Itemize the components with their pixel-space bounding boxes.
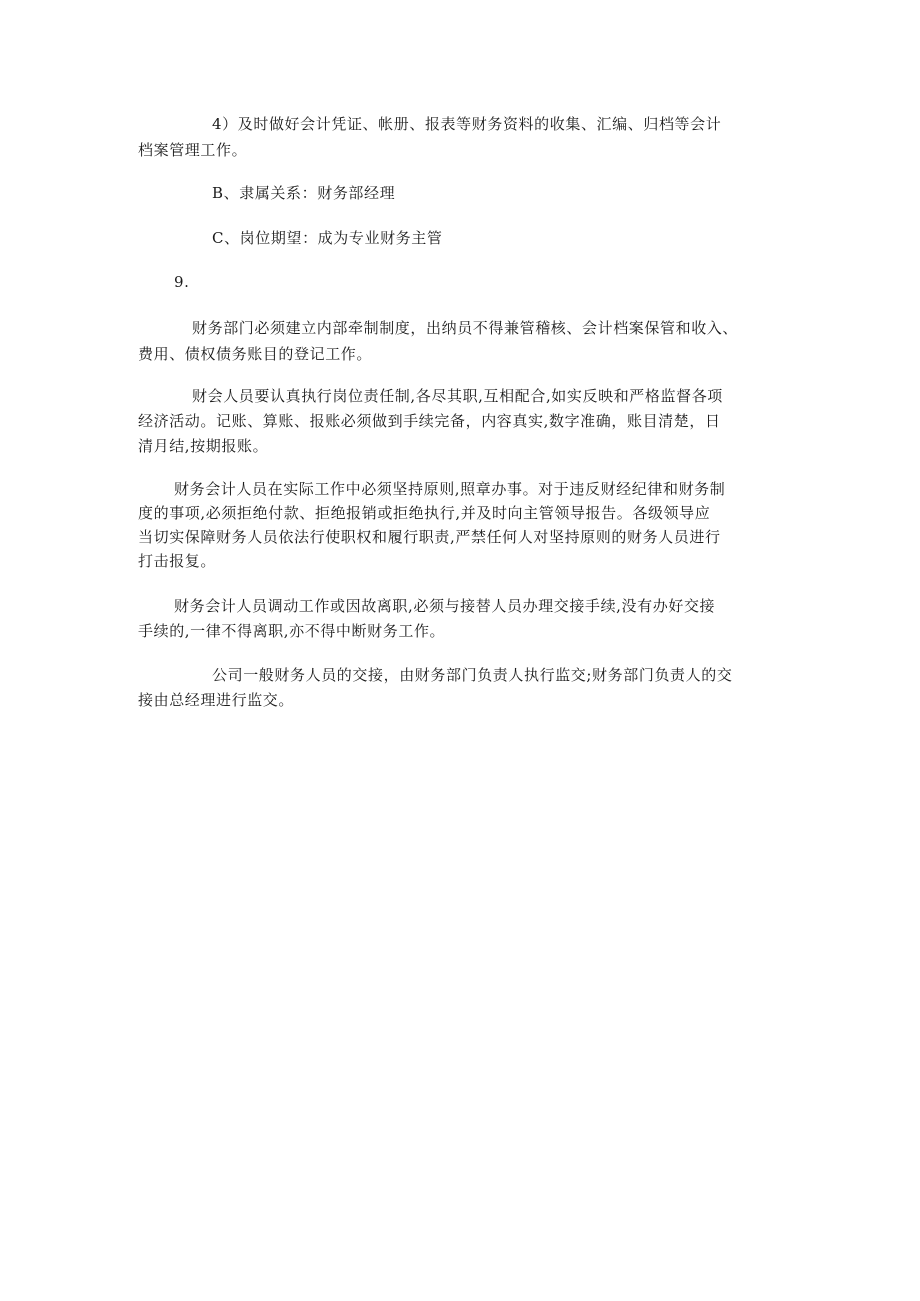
para1-line1: 财务部门必须建立内部牵制制度，出纳员不得兼管稽核、会计档案保管和收入、: [192, 319, 739, 337]
subordination-line: B、隶属关系：财务部经理: [212, 184, 396, 202]
para5-line2: 接由总经理进行监交。: [138, 691, 295, 709]
section-number: 9.: [174, 273, 190, 291]
para2-line2: 经济活动。记账、算账、报账必须做到手续完备，内容真实,数字准确，账目清楚，日: [138, 412, 721, 430]
para4-line2: 手续的,一律不得离职,亦不得中断财务工作。: [138, 622, 446, 640]
expectation-line: C、岗位期望：成为专业财务主管: [212, 229, 443, 247]
item4-line1: 4）及时做好会计凭证、帐册、报表等财务资料的收集、汇编、归档等会计: [212, 115, 722, 133]
para5-line1: 公司一般财务人员的交接，由财务部门负责人执行监交;财务部门负责人的交: [212, 666, 733, 684]
para1-line2: 费用、债权债务账目的登记工作。: [138, 345, 373, 363]
para4-line1: 财务会计人员调动工作或因故离职,必须与接替人员办理交接手续,没有办好交接: [174, 597, 716, 615]
para3-line4: 打击报复。: [138, 552, 217, 570]
para2-line3: 清月结,按期报账。: [138, 437, 269, 455]
para3-line2: 度的事项,必须拒绝付款、拒绝报销或拒绝执行,并及时向主管领导报告。各级领导应: [138, 504, 711, 522]
para2-line1: 财会人员要认真执行岗位责任制,各尽其职,互相配合,如实反映和严格监督各项: [192, 387, 723, 405]
para3-line1: 财务会计人员在实际工作中必须坚持原则,照章办事。对于违反财经纪律和财务制: [174, 480, 726, 498]
item4-line2: 档案管理工作。: [138, 141, 248, 159]
para3-line3: 当切实保障财务人员依法行使职权和履行职责,严禁任何人对坚持原则的财务人员进行: [138, 528, 721, 546]
